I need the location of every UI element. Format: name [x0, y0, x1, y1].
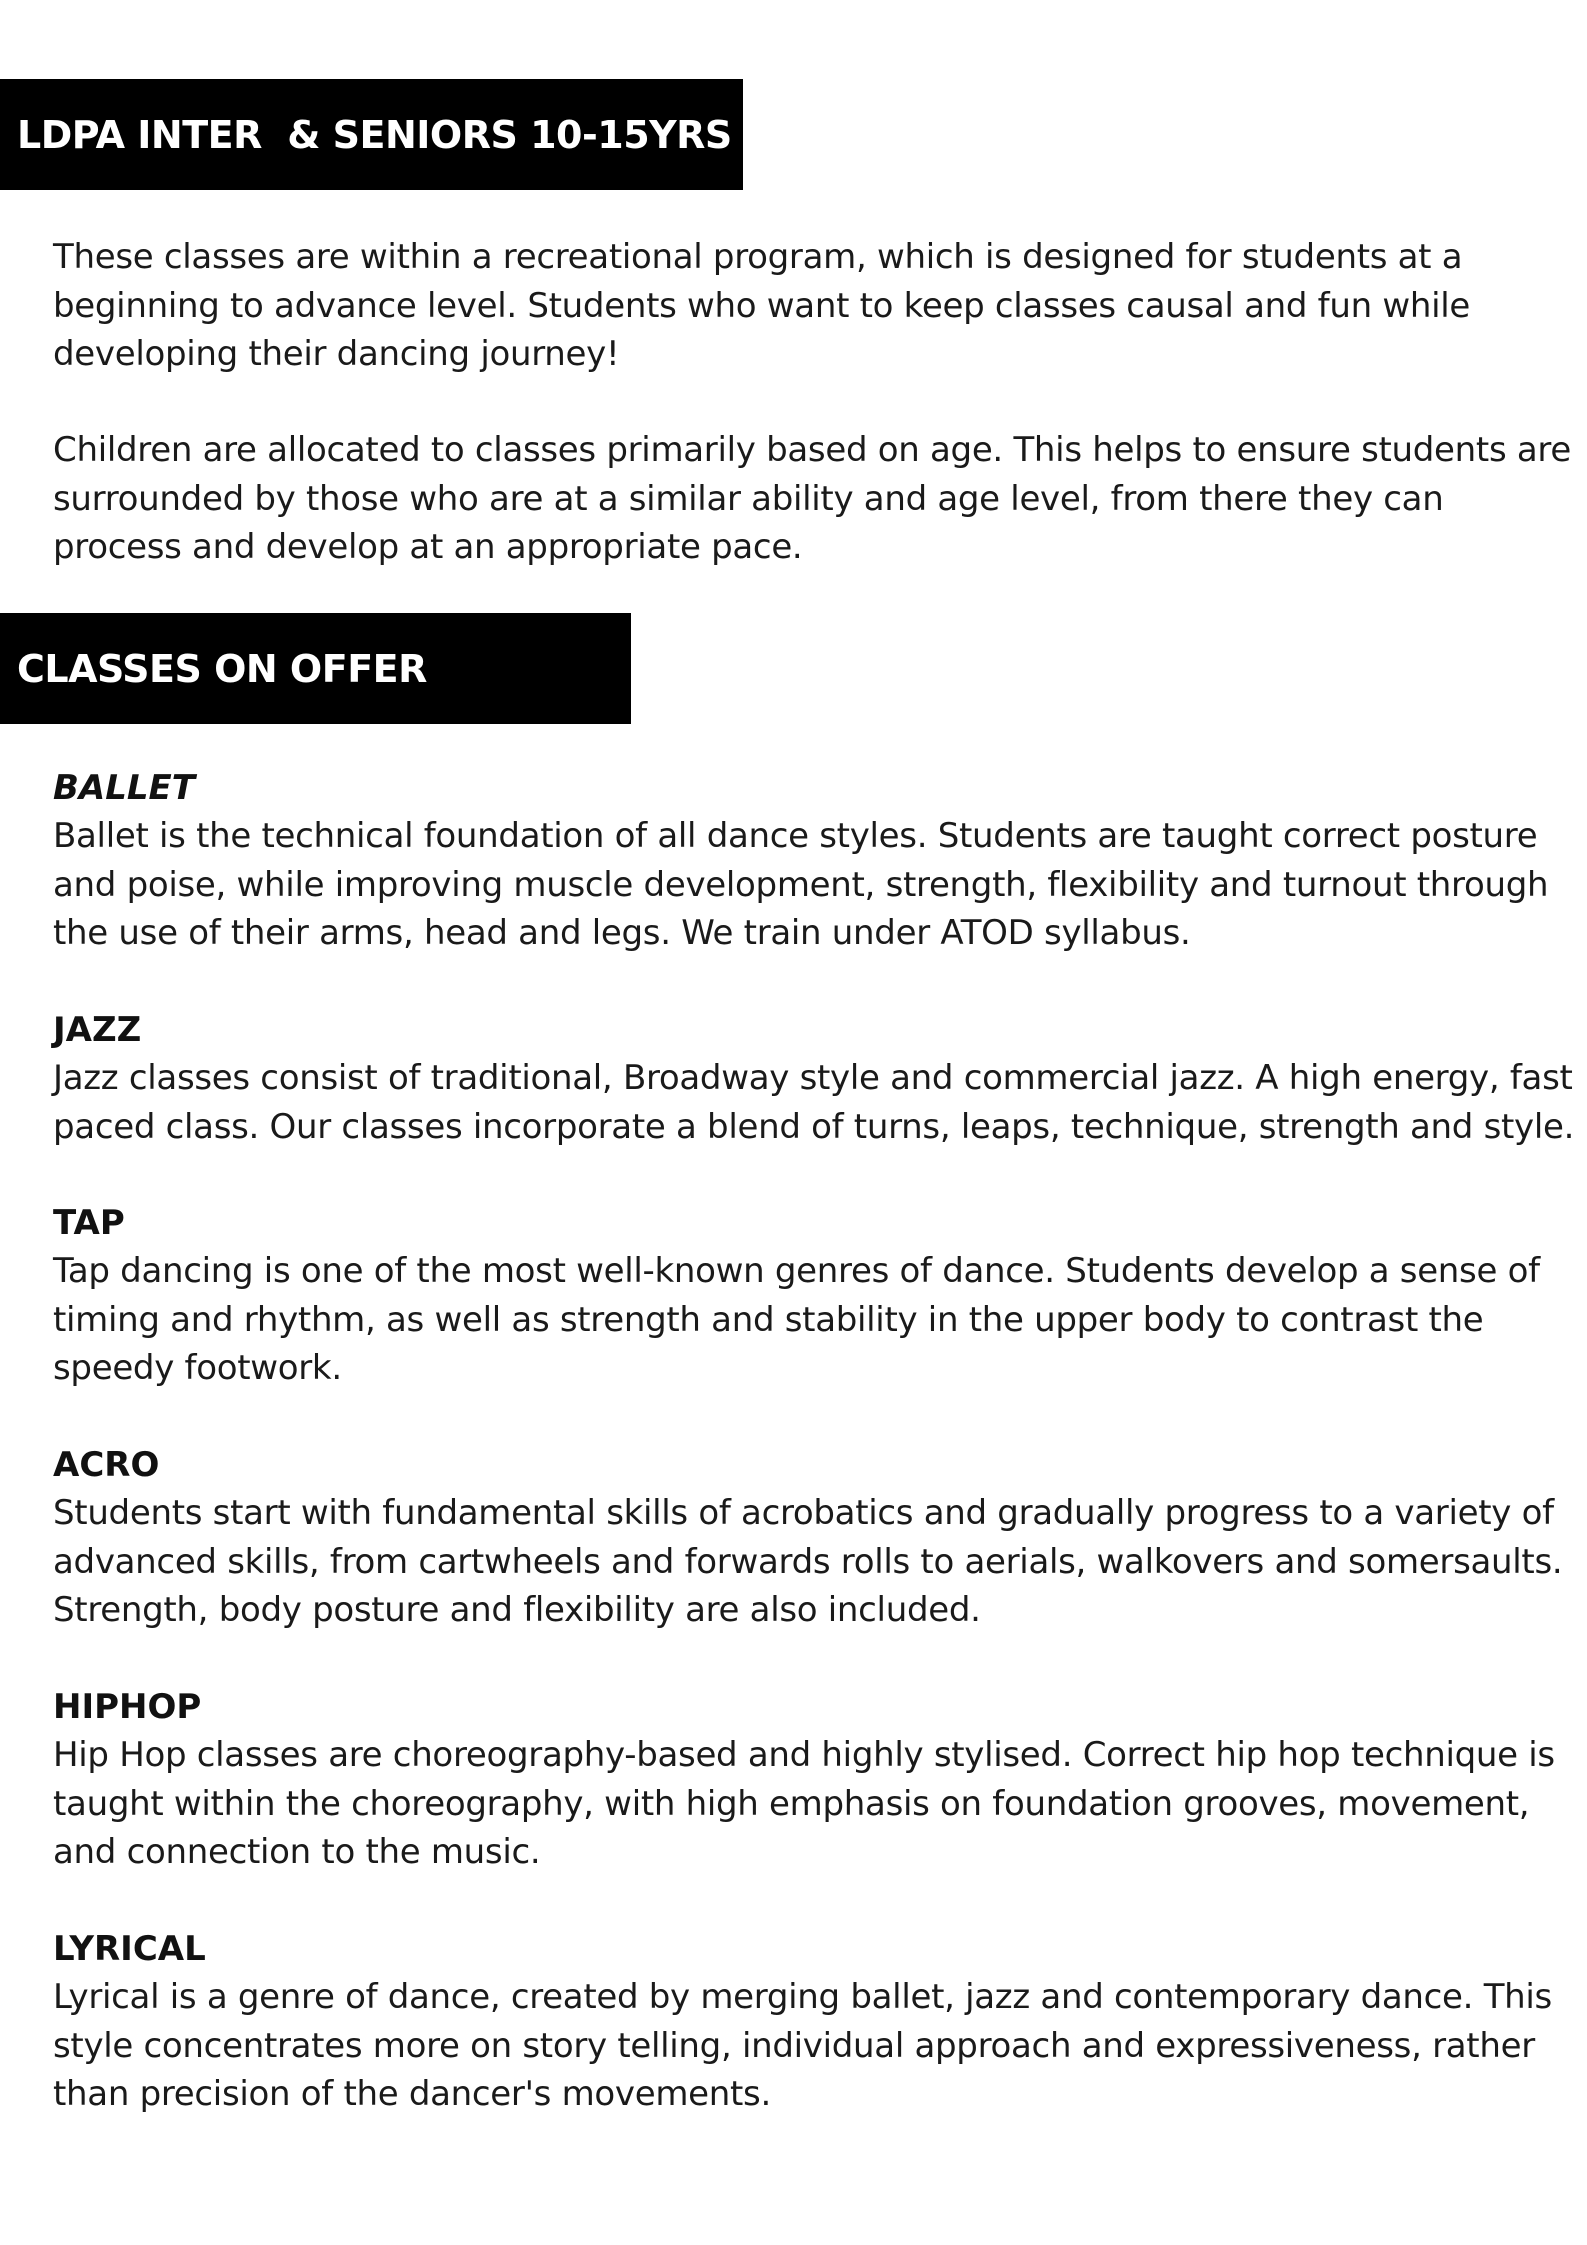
description-line: Students start with fundamental skills of acrobatics and gradually progress to a variety of [53, 1493, 1554, 1533]
class-heading-hiphop: HIPHOP [53, 1687, 202, 1727]
page-title: LDPA INTER & SENIORS 10-15YRS + [17, 112, 776, 157]
intro-line: surrounded by those who are at a similar ability and age level, from there they can [53, 478, 1444, 519]
description-line: Strength, body posture and flexibility are also included. [53, 1590, 981, 1630]
description-line: the use of their arms, head and legs. We train under ATOD syllabus. [53, 913, 1191, 953]
description-line: paced class. Our classes incorporate a blend of turns, leaps, technique, strength and style. [53, 1106, 1575, 1147]
description-line: Lyrical is a genre of dance, created by merging ballet, jazz and contemporary dance. This [53, 1977, 1552, 2017]
class-description-acro [53, 1489, 1563, 1635]
description-line: Jazz classes consist of traditional, Broadway style and commercial jazz. A high energy, fast [53, 1058, 1573, 1098]
intro-paragraph-2 [53, 426, 1571, 572]
section-title: CLASSES ON OFFER [17, 646, 427, 691]
class-description-ballet [53, 812, 1553, 958]
description-line: Hip Hop classes are choreography-based and highly stylised. Correct hip hop technique is [53, 1735, 1555, 1775]
class-description-tap [53, 1247, 1553, 1393]
intro-line: beginning to advance level. Students who want to keep classes causal and fun while [53, 285, 1470, 326]
description-line: and poise, while improving muscle development, strength, flexibility and turnout through [53, 864, 1549, 905]
intro-paragraph-1 [53, 233, 1553, 379]
class-heading-tap: TAP [53, 1203, 125, 1243]
description-line: taught within the choreography, with high emphasis on foundation grooves, movement, [53, 1783, 1530, 1824]
description-line: speedy footwork. [53, 1348, 342, 1388]
description-line: than precision of the dancer's movements. [53, 2074, 771, 2114]
class-heading-acro: ACRO [53, 1445, 160, 1485]
intro-line: developing their dancing journey! [53, 334, 620, 374]
class-heading-ballet: BALLET [53, 768, 195, 808]
page-title-banner [0, 79, 776, 190]
description-line: Ballet is the technical foundation of all dance styles. Students are taught correct posture [53, 816, 1538, 856]
description-line: and connection to the music. [53, 1832, 541, 1872]
intro-line: process and develop at an appropriate pace. [53, 527, 803, 567]
description-line: style concentrates more on story telling, individual approach and expressiveness, rather [53, 2025, 1535, 2066]
class-description-jazz [53, 1054, 1575, 1151]
description-line: advanced skills, from cartwheels and forwards rolls to aerials, walkovers and somersaults. [53, 1541, 1563, 1582]
class-description-lyrical [53, 1973, 1553, 2119]
description-line: timing and rhythm, as well as strength and stability in the upper body to contrast the [53, 1299, 1484, 1340]
class-description-hiphop [53, 1731, 1553, 1877]
intro-line: Children are allocated to classes primarily based on age. This helps to ensure students are [53, 430, 1571, 470]
intro-line: These classes are within a recreational program, which is designed for students at a [53, 237, 1463, 277]
description-line: Tap dancing is one of the most well-known genres of dance. Students develop a sense of [53, 1251, 1540, 1291]
class-heading-jazz: JAZZ [53, 1010, 142, 1050]
class-heading-lyrical: LYRICAL [53, 1929, 206, 1969]
section-title-banner [0, 613, 631, 724]
